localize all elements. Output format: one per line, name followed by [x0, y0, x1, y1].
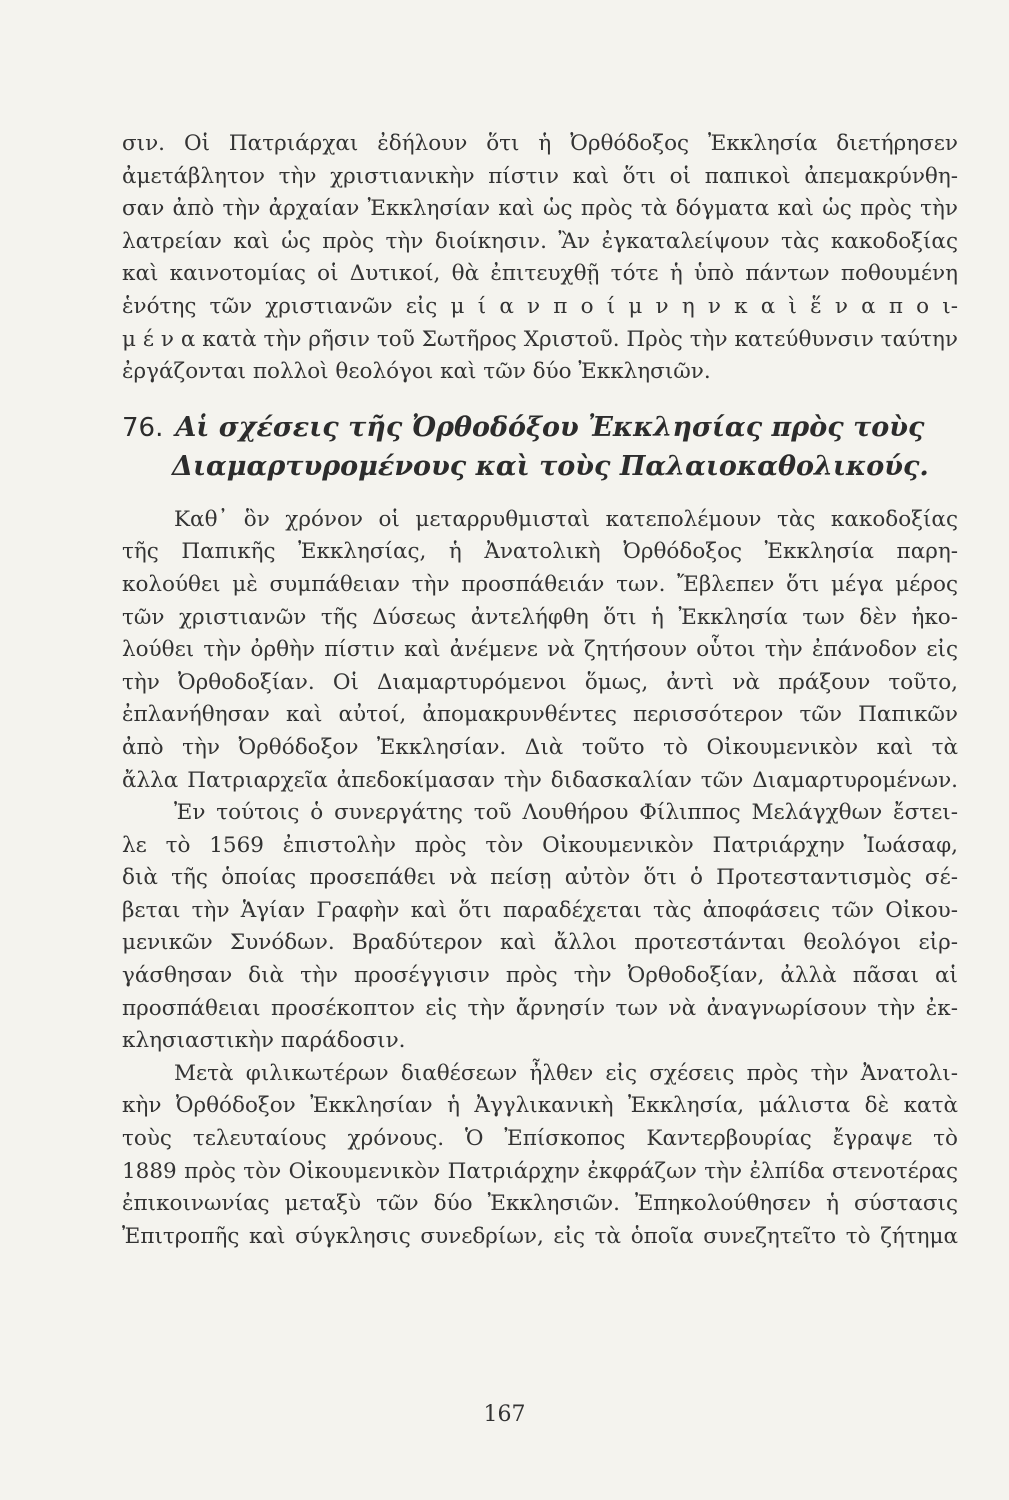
text-line: 1889 πρὸς τὸν Οἰκουμενικὸν Πατριάρχην ἐκφράζων τὴν ἐλπίδα στενοτέρας — [122, 1158, 958, 1184]
section-title-part-1: Αἱ σχέσεις τῆς Ὀρθοδόξου Ἐκκλησίας πρὸς τοὺς — [175, 411, 925, 443]
text-line: Καθ᾽ ὃν χρόνον οἱ μεταρρυθμισταὶ κατεπολέμουν τὰς κακοδοξίας — [174, 506, 958, 532]
section-heading — [122, 408, 958, 486]
text-line: λούθει τὴν ὀρθὴν πίστιν καὶ ἀνέμενε νὰ ζητήσουν οὗτοι τὴν ἐπάνοδον εἰς — [122, 637, 958, 663]
text-line: κὴν Ὀρθόδοξον Ἐκκλησίαν ἡ Ἀγγλικανικὴ Ἐκκλησία, μάλιστα δὲ κατὰ — [122, 1093, 958, 1119]
section-title-part-2: Διαμαρτυρομένους καὶ τοὺς Παλαιοκαθολικούς. — [172, 450, 929, 482]
paragraph-melanchthon — [122, 797, 958, 1058]
text-line: γάσθησαν διὰ τὴν προσέγγισιν πρὸς τὴν Ὀρθοδοξίαν, ἀλλὰ πᾶσαι αἱ — [122, 963, 958, 989]
text-line: βεται τὴν Ἁγίαν Γραφὴν καὶ ὅτι παραδέχεται τὰς ἀποφάσεις τῶν Οἰκου- — [122, 897, 958, 923]
text-line: τῶν χριστιανῶν τῆς Δύσεως ἀντελήφθη ὅτι ἡ Ἐκκλησία των δὲν ἠκο- — [122, 604, 958, 630]
paragraph-anglican — [122, 1058, 958, 1254]
text-line: λε τὸ 1569 ἐπιστολὴν πρὸς τὸν Οἰκουμενικὸν Πατριάρχην Ἰωάσαφ, — [122, 832, 958, 858]
section-number: 76. — [122, 412, 164, 443]
text-line: ἐπλανήθησαν καὶ αὐτοί, ἀπομακρυνθέντες περισσότερον τῶν Παπικῶν — [122, 702, 958, 728]
text-line: μενικῶν Συνόδων. Βραδύτερον καὶ ἄλλοι προτεστάνται θεολόγοι εἰρ- — [122, 930, 958, 956]
text-line: κολούθει μὲ συμπάθειαν τὴν προσπάθειάν των. Ἔβλεπεν ὅτι μέγα μέρος — [122, 571, 958, 597]
text-line: ἄλλα Πατριαρχεῖα ἀπεδοκίμασαν τὴν διδασκαλίαν τῶν Διαμαρτυρομένων. — [122, 767, 958, 793]
text-line: ἀπὸ τὴν Ὀρθόδοξον Ἐκκλησίαν. Διὰ τοῦτο τὸ Οἰκουμενικὸν καὶ τὰ — [122, 734, 958, 760]
text-line: προσπάθειαι προσέκοπτον εἰς τὴν ἄρνησίν των νὰ ἀναγνωρίσουν τὴν ἐκ- — [122, 995, 958, 1021]
text-line: τῆς Παπικῆς Ἐκκλησίας, ἡ Ἀνατολικὴ Ὀρθόδοξος Ἐκκλησία παρη- — [122, 539, 958, 565]
text-line: καὶ καινοτομίας οἱ Δυτικοί, θὰ ἐπιτευχθῇ τότε ἡ ὑπὸ πάντων ποθουμένη — [122, 261, 958, 287]
text-line: Ἐν τούτοις ὁ συνεργάτης τοῦ Λουθήρου Φίλιππος Μελάγχθων ἔστει- — [174, 800, 958, 826]
paragraph-reformers — [122, 504, 958, 797]
text-line: τὴν Ὀρθοδοξίαν. Οἱ Διαμαρτυρόμενοι ὅμως, ἀντὶ νὰ πράξουν τοῦτο, — [122, 669, 958, 695]
text-line: διὰ τῆς ὁποίας προσεπάθει νὰ πείσῃ αὐτὸν ὅτι ὁ Προτεσταντισμὸς σέ- — [122, 865, 958, 891]
page-number: 167 — [483, 1402, 526, 1427]
text-line: τοὺς τελευταίους χρόνους. Ὁ Ἐπίσκοπος Καντερβουρίας ἔγραψε τὸ — [122, 1126, 958, 1152]
text-line: μ έ ν α κατὰ τὴν ρῆσιν τοῦ Σωτῆρος Χριστοῦ. Πρὸς τὴν κατεύθυνσιν ταύτην — [122, 326, 958, 352]
text-line: ἑνότης τῶν χριστιανῶν εἰς μ ί α ν π ο ί μ ν η ν κ α ὶ ἕ ν α π ο ι- — [122, 293, 958, 319]
page-body — [122, 128, 958, 1253]
text-line: ἐπικοινωνίας μεταξὺ τῶν δύο Ἐκκλησιῶν. Ἐπηκολούθησεν ἡ σύστασις — [122, 1191, 958, 1217]
paragraph-continued — [122, 128, 958, 389]
text-line: λατρείαν καὶ ὡς πρὸς τὴν διοίκησιν. Ἂν ἐγκαταλείψουν τὰς κακοδοξίας — [122, 228, 958, 254]
section-heading-line-1 — [122, 408, 958, 447]
text-line: ἀμετάβλητον τὴν χριστιανικὴν πίστιν καὶ ὅτι οἱ παπικοὶ ἀπεμακρύνθη- — [122, 163, 958, 189]
text-line: Ἐπιτροπῆς καὶ σύγκλησις συνεδρίων, εἰς τὰ ὁποῖα συνεζητεῖτο τὸ ζήτημα — [122, 1223, 958, 1249]
text-line: ἐργάζονται πολλοὶ θεολόγοι καὶ τῶν δύο Ἐκκλησιῶν. — [122, 359, 711, 385]
text-line: κλησιαστικὴν παράδοσιν. — [122, 1028, 406, 1054]
text-line: Μετὰ φιλικωτέρων διαθέσεων ἦλθεν εἰς σχέσεις πρὸς τὴν Ἀνατολι- — [174, 1060, 958, 1086]
text-line: σιν. Οἱ Πατριάρχαι ἐδήλουν ὅτι ἡ Ὀρθόδοξος Ἐκκλησία διετήρησεν — [122, 131, 958, 156]
text-line: σαν ἀπὸ τὴν ἀρχαίαν Ἐκκλησίαν καὶ ὡς πρὸς τὰ δόγματα καὶ ὡς πρὸς τὴν — [122, 196, 958, 222]
